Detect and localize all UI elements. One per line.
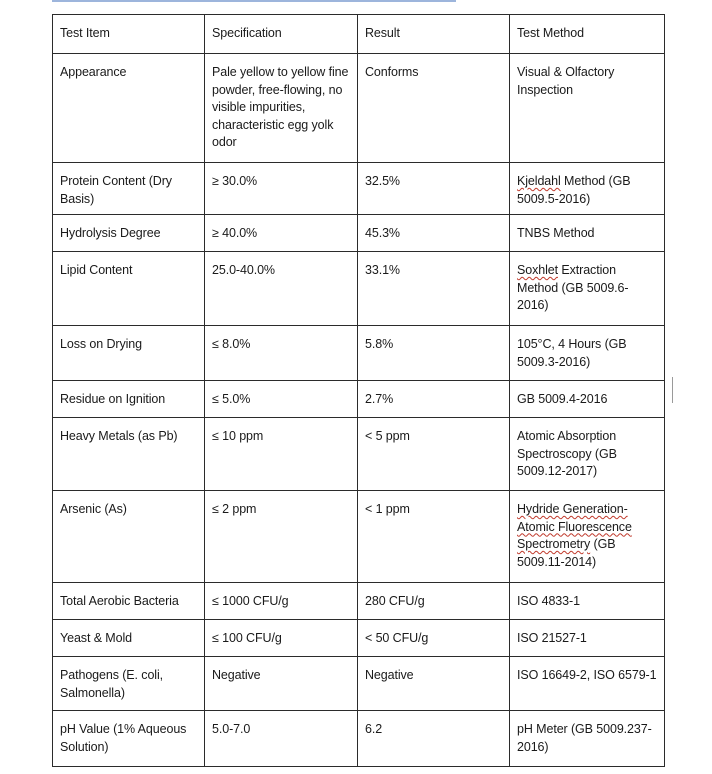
cell-test-item: Appearance: [53, 54, 205, 163]
cell-test-item: Protein Content (Dry Basis): [53, 163, 205, 215]
cell-test-item: Heavy Metals (as Pb): [53, 418, 205, 491]
cell-result: 2.7%: [358, 381, 510, 418]
table-row: [53, 491, 665, 583]
cell-result: Negative: [358, 657, 510, 711]
cell-test-method: [510, 252, 665, 326]
specification-table: [52, 14, 665, 767]
cell-specification: ≥ 40.0%: [205, 215, 358, 252]
cell-specification: ≤ 100 CFU/g: [205, 620, 358, 657]
cell-specification: 25.0-40.0%: [205, 252, 358, 326]
text-cursor-mark: [672, 377, 673, 403]
cell-result: 32.5%: [358, 163, 510, 215]
cell-test-method: [510, 326, 665, 381]
table-row: [53, 583, 665, 620]
cell-result: 280 CFU/g: [358, 583, 510, 620]
method-text: Visual & Olfactory Inspection: [517, 65, 615, 97]
cell-specification: ≤ 2 ppm: [205, 491, 358, 583]
table-body: [53, 15, 665, 767]
spellcheck-flagged-text: Soxhlet: [517, 263, 558, 277]
cell-result: 45.3%: [358, 215, 510, 252]
cell-test-item: Lipid Content: [53, 252, 205, 326]
cell-test-method: [510, 711, 665, 767]
cell-specification: ≤ 1000 CFU/g: [205, 583, 358, 620]
header-test-method: Test Method: [510, 15, 665, 54]
header-result: Result: [358, 15, 510, 54]
cell-test-method: [510, 620, 665, 657]
cell-test-method: [510, 215, 665, 252]
table-row: [53, 381, 665, 418]
cell-specification: ≤ 8.0%: [205, 326, 358, 381]
cell-test-method: [510, 583, 665, 620]
method-text: Method (GB 5009.5-2016): [517, 174, 631, 206]
table-row: [53, 418, 665, 491]
cell-test-item: Residue on Ignition: [53, 381, 205, 418]
method-text: (GB 5009.11-2014): [517, 537, 616, 569]
cell-test-item: Total Aerobic Bacteria: [53, 583, 205, 620]
method-text: 105°C, 4 Hours (GB 5009.3-2016): [517, 337, 627, 369]
cell-result: < 5 ppm: [358, 418, 510, 491]
cell-test-method: [510, 418, 665, 491]
cell-test-method: [510, 657, 665, 711]
cell-test-method: [510, 163, 665, 215]
cell-specification: ≥ 30.0%: [205, 163, 358, 215]
cell-test-item: Loss on Drying: [53, 326, 205, 381]
cell-test-method: [510, 491, 665, 583]
cell-test-method: [510, 381, 665, 418]
table-row: [53, 215, 665, 252]
table-row: [53, 163, 665, 215]
table-header-row: [53, 15, 665, 54]
method-text: TNBS Method: [517, 226, 595, 240]
cell-result: < 1 ppm: [358, 491, 510, 583]
method-text: GB 5009.4-2016: [517, 392, 608, 406]
cell-result: < 50 CFU/g: [358, 620, 510, 657]
cell-test-item: Arsenic (As): [53, 491, 205, 583]
table-row: [53, 252, 665, 326]
method-text: ISO 4833-1: [517, 594, 580, 608]
table-row: [53, 326, 665, 381]
cell-test-item: Yeast & Mold: [53, 620, 205, 657]
cell-result: Conforms: [358, 54, 510, 163]
header-specification: Specification: [205, 15, 358, 54]
cell-specification: Pale yellow to yellow fine powder, free-flowing, no visible impurities, characteristic egg yolk odor: [205, 54, 358, 163]
table-row: [53, 54, 665, 163]
top-accent-line: [52, 0, 456, 2]
cell-specification: ≤ 5.0%: [205, 381, 358, 418]
cell-specification: 5.0-7.0: [205, 711, 358, 767]
cell-result: 5.8%: [358, 326, 510, 381]
spellcheck-flagged-text: Kjeldahl: [517, 174, 561, 188]
cell-test-item: Hydrolysis Degree: [53, 215, 205, 252]
method-text: Atomic Absorption Spectroscopy (GB 5009.12-2017): [517, 429, 617, 478]
cell-result: 6.2: [358, 711, 510, 767]
method-text: Extraction Method (GB 5009.6-2016): [517, 263, 629, 312]
table-row: [53, 657, 665, 711]
table-row: [53, 620, 665, 657]
cell-test-method: [510, 54, 665, 163]
cell-specification: Negative: [205, 657, 358, 711]
method-text: ISO 21527-1: [517, 631, 587, 645]
cell-test-item: pH Value (1% Aqueous Solution): [53, 711, 205, 767]
cell-specification: ≤ 10 ppm: [205, 418, 358, 491]
table-row: [53, 711, 665, 767]
method-text: pH Meter (GB 5009.237-2016): [517, 722, 652, 754]
cell-result: 33.1%: [358, 252, 510, 326]
spellcheck-flagged-text: Hydride Generation-Atomic Fluorescence Spectrometry: [517, 502, 632, 551]
cell-test-item: Pathogens (E. coli, Salmonella): [53, 657, 205, 711]
method-text: ISO 16649-2, ISO 6579-1: [517, 668, 657, 682]
header-test-item: Test Item: [53, 15, 205, 54]
